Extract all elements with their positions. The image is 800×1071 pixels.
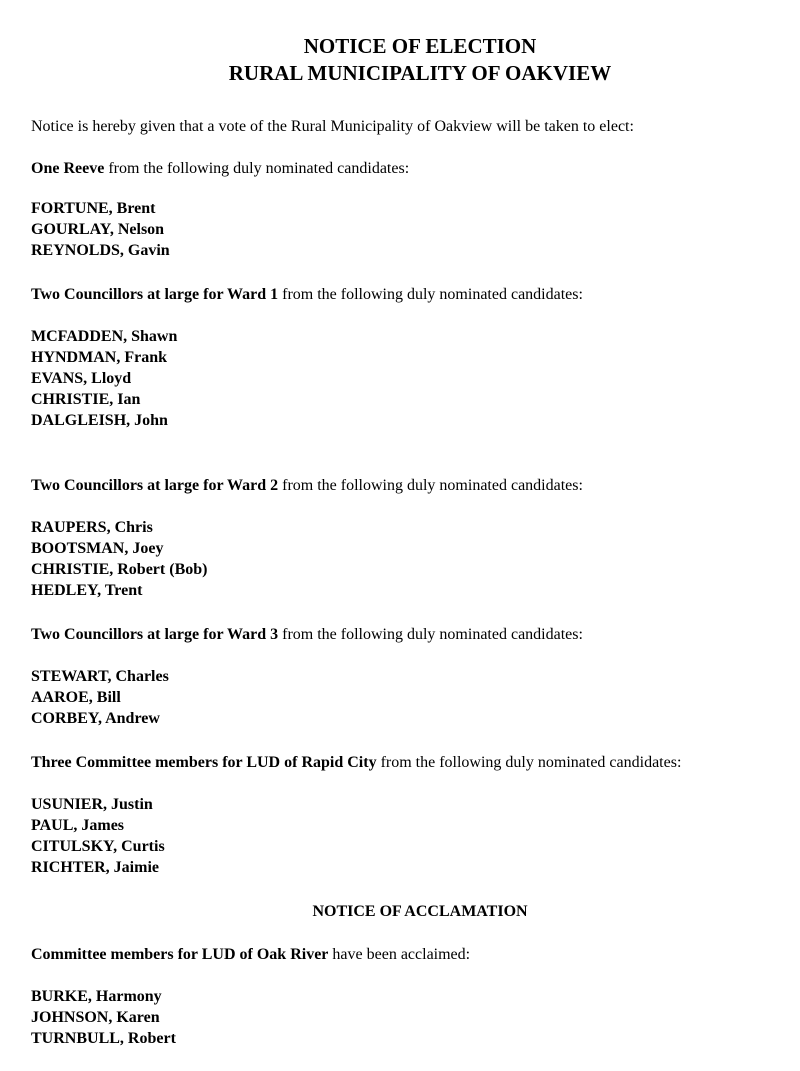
ward2-heading <box>31 475 583 496</box>
ward3-candidate: STEWART, Charles <box>31 668 169 685</box>
rapid-city-candidate: PAUL, James <box>31 817 125 834</box>
rapid-city-candidate: CITULSKY, Curtis <box>31 838 165 855</box>
ward3-candidate: CORBEY, Andrew <box>31 710 160 727</box>
ward1-heading-bold: Two Councillors at large for Ward 1 <box>31 286 279 303</box>
ward2-heading-rest: from the following duly nominated candidates: <box>278 477 583 494</box>
ward1-candidate: DALGLEISH, John <box>31 412 168 429</box>
ward2-heading-bold: Two Councillors at large for Ward 2 <box>31 477 279 494</box>
ward1-heading-rest: from the following duly nominated candidates: <box>278 286 583 303</box>
ward2-candidate: BOOTSMAN, Joey <box>31 540 164 557</box>
reeve-candidate: FORTUNE, Brent <box>31 200 156 217</box>
rapid-city-heading-rest: from the following duly nominated candidates: <box>376 754 682 771</box>
ward1-candidate: HYNDMAN, Frank <box>31 349 167 366</box>
oak-river-candidate: JOHNSON, Karen <box>31 1009 160 1026</box>
ward1-candidate: MCFADDEN, Shawn <box>31 328 178 345</box>
reeve-heading <box>31 158 409 179</box>
acclamation-title: NOTICE OF ACCLAMATION <box>312 903 528 920</box>
ward3-heading <box>31 624 583 645</box>
ward2-candidate: RAUPERS, Chris <box>31 519 153 536</box>
oak-river-candidate: TURNBULL, Robert <box>31 1030 176 1047</box>
reeve-heading-rest: from the following duly nominated candidates: <box>104 160 410 177</box>
document-title-line-1: NOTICE OF ELECTION <box>303 34 537 58</box>
reeve-heading-bold: One Reeve <box>31 160 105 177</box>
ward1-heading <box>31 284 583 305</box>
reeve-candidate: REYNOLDS, Gavin <box>31 242 170 259</box>
ward1-candidate: CHRISTIE, Ian <box>31 391 141 408</box>
ward3-heading-bold: Two Councillors at large for Ward 3 <box>31 626 279 643</box>
ward3-candidate: AAROE, Bill <box>31 689 121 706</box>
rapid-city-candidate: RICHTER, Jaimie <box>31 859 159 876</box>
ward2-candidate: CHRISTIE, Robert (Bob) <box>31 561 208 578</box>
ward3-heading-rest: from the following duly nominated candidates: <box>278 626 583 643</box>
oak-river-candidate: BURKE, Harmony <box>31 988 162 1005</box>
oak-river-heading-bold: Committee members for LUD of Oak River <box>31 946 329 963</box>
oak-river-heading <box>31 944 470 965</box>
intro-text: Notice is hereby given that a vote of the Rural Municipality of Oakview will be taken to elect: <box>31 118 634 135</box>
oak-river-heading-rest: have been acclaimed: <box>328 946 471 963</box>
rapid-city-heading-bold: Three Committee members for LUD of Rapid City <box>31 754 377 771</box>
reeve-candidate: GOURLAY, Nelson <box>31 221 165 238</box>
document-title-line-2: RURAL MUNICIPALITY OF OAKVIEW <box>228 61 612 85</box>
rapid-city-candidate: USUNIER, Justin <box>31 796 153 813</box>
ward2-candidate: HEDLEY, Trent <box>31 582 143 599</box>
ward1-candidate: EVANS, Lloyd <box>31 370 132 387</box>
rapid-city-heading <box>31 752 681 773</box>
